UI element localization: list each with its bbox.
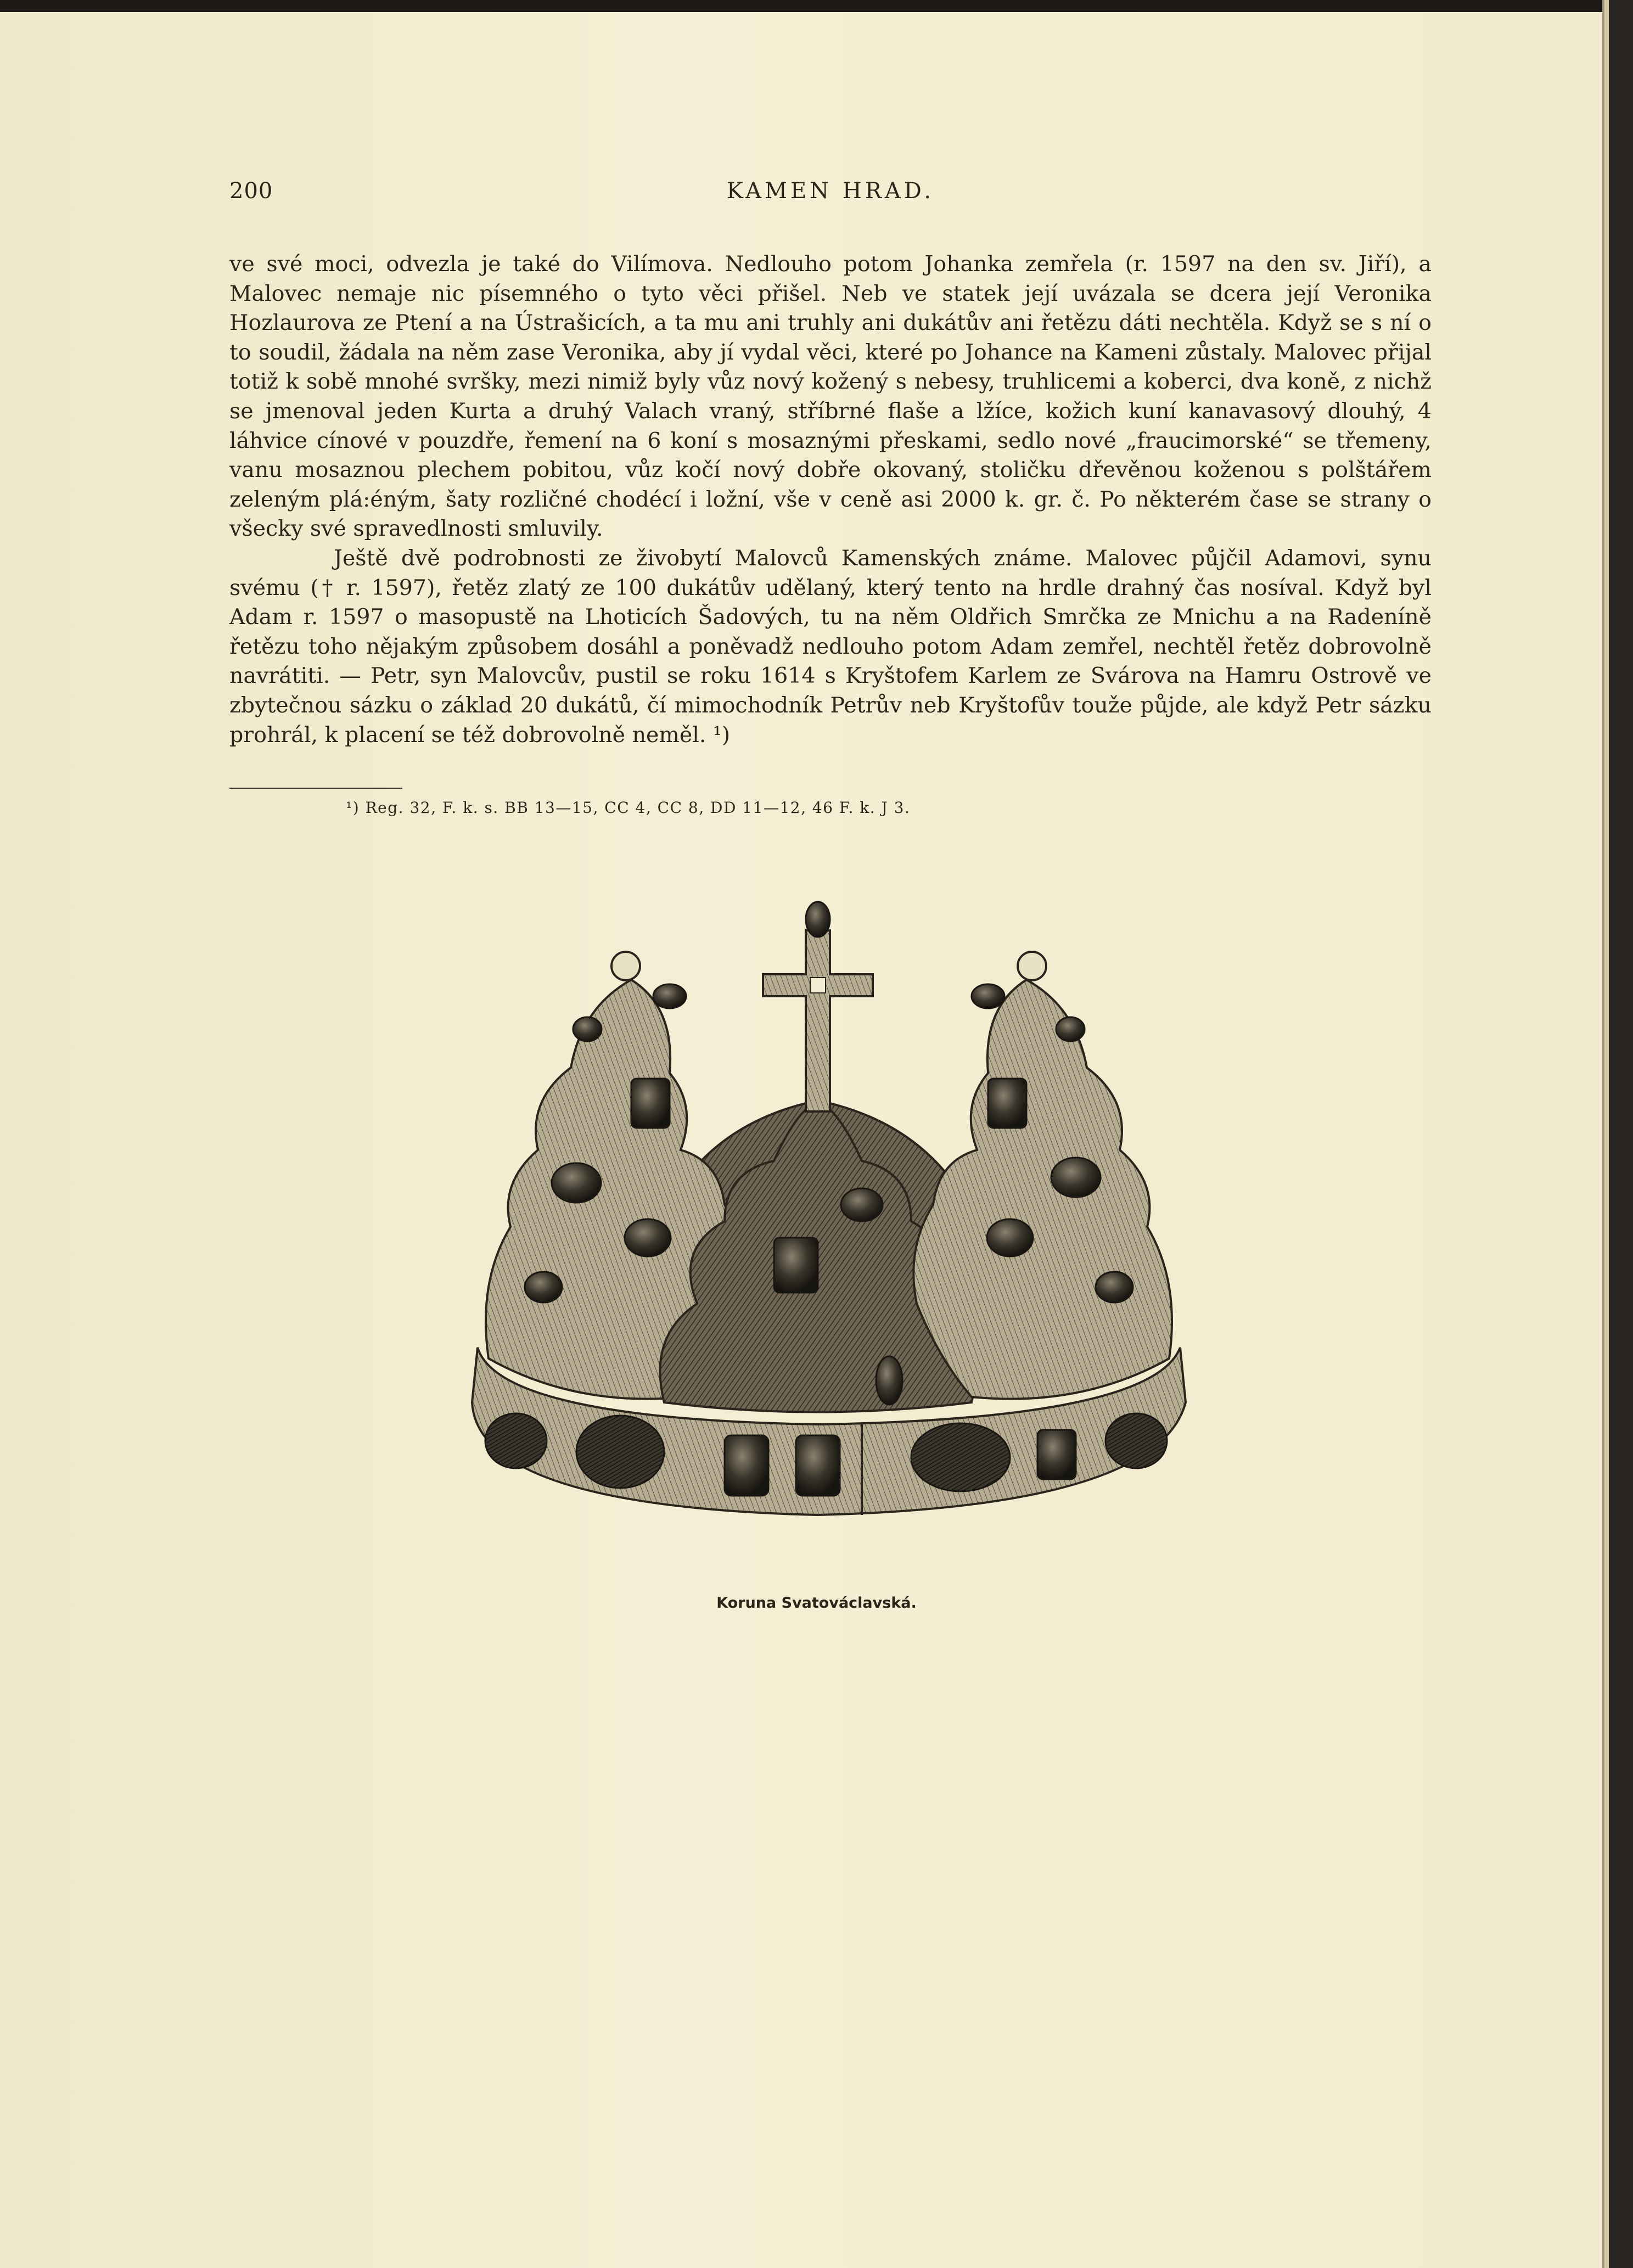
scan-edge-paper [1604, 0, 1609, 2268]
footnote [346, 799, 910, 817]
page-header [229, 178, 1432, 211]
footnote-rule [229, 788, 402, 789]
page-number: 200 [229, 178, 273, 204]
scan-edge-right [1609, 0, 1633, 2268]
figure-caption: Koruna Svatováclavská. [716, 1595, 917, 1612]
running-title: KAMEN HRAD. [726, 178, 935, 204]
body-text [229, 250, 1432, 750]
footnote-marker: ¹) [346, 799, 360, 817]
crown-engraving [467, 864, 1191, 1595]
paragraph-1: ve své moci, odvezla je také do Vilímova. Nedlouho potom Johanka zemřela (r. 1597 na den sv. Jiří), a Malovec nemaje nic písemného o tyto věci přišel. Neb ve statek její uvázala se dcera její Veronika Hozlaurova ze Ptení a na Ústrašicích, a ta mu ani truhly ani dukátův ani řetězu dáti nechtěla. Když se s ní o to soudil, žádala na něm zase Veronika, aby jí vydal věci, které po Johance na Kameni zůstaly. Malovec přijal totiž k sobě mnohé svršky, mezi nimiž byly vůz nový kožený s nebesy, truhlicemi a koberci, dva koně, z nichž se jmenoval jeden Kurta a druhý Valach vraný, stříbrné flaše a lžíce, kožich kuní kanavasový dlouhý, 4 láhvice cínové v pouzdře, řemení na 6 koní s mosaznými přeskami, sedlo nové „fraucimorské“ se třemeny, vanu mosaznou plechem pobitou, vůz kočí nový dobře okovaný, stoličku dřevěnou koženou s polštářem zeleným plá:éným, šaty rozličné chodécí i ložní, vše v ceně asi 2000 k. gr. č. Po některém čase se strany o všecky své spravedlnosti smluvily. [229, 251, 1432, 542]
scan-edge-top [0, 0, 1633, 12]
paragraph-2: Ještě dvě podrobnosti ze živobytí Malovců Kamenských známe. Malovec půjčil Adamovi, synu svému († r. 1597), řetěz zlatý ze 100 dukátův udělaný, který tento na hrdle drahný čas nosíval. Když byl Adam r. 1597 o masopustě na Lhoticích Šadových, tu na něm Oldřich Smrčka ze Mnichu a na Radeníně řetězu toho nějakým způsobem dosáhl a poněvadž nedlouho potom Adam zemřel, nechtěl řetěz dobrovolně navrátiti. — Petr, syn Malovcův, pustil se roku 1614 s Kryštofem Karlem ze Svárova na Hamru Ostrově ve zbytečnou sázku o základ 20 dukátů, čí mimochodník Petrův neb Kryštofův touže půjde, ale když Petr sázku prohrál, k placení se též dobrovolně neměl. ¹) [229, 545, 1432, 748]
footnote-text: Reg. 32, F. k. s. BB 13—15, CC 4, CC 8, DD 11—12, 46 F. k. J 3. [365, 799, 911, 817]
